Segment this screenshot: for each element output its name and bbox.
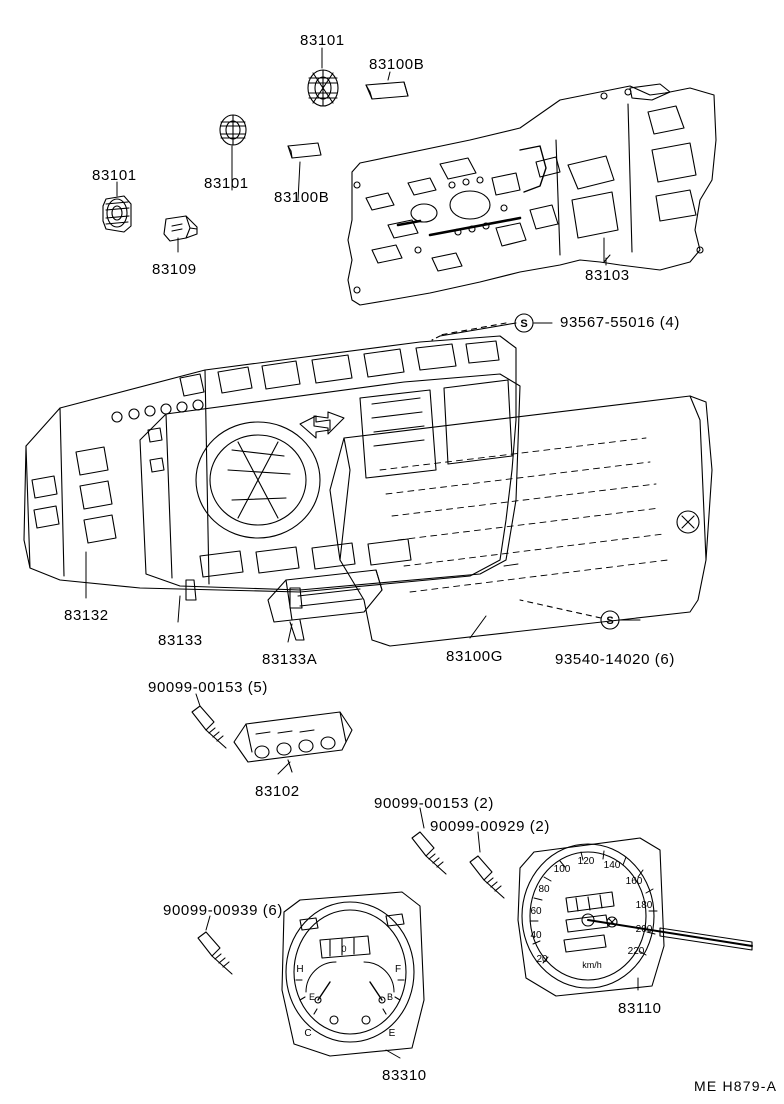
part-83103-circuit-board bbox=[348, 84, 716, 305]
label-83100B-mid: 83100B bbox=[274, 189, 330, 206]
svg-text:F: F bbox=[394, 964, 402, 975]
label-83310: 83310 bbox=[382, 1067, 427, 1084]
label-93540-14020: 93540-14020 (6) bbox=[555, 651, 675, 668]
svg-text:200: 200 bbox=[635, 924, 653, 935]
label-90099-00929-2: 90099-00929 (2) bbox=[430, 818, 550, 835]
svg-text:km/h: km/h bbox=[582, 960, 602, 970]
label-83109: 83109 bbox=[152, 261, 197, 278]
screw-90099-00153-5 bbox=[192, 706, 226, 748]
svg-text:B: B bbox=[386, 992, 394, 1002]
svg-text:60: 60 bbox=[530, 906, 542, 917]
label-83102: 83102 bbox=[255, 783, 300, 800]
label-93567-55016: 93567-55016 (4) bbox=[560, 314, 680, 331]
svg-text:40: 40 bbox=[530, 930, 542, 941]
part-83100B-top bbox=[366, 82, 408, 99]
svg-text:160: 160 bbox=[625, 876, 643, 887]
label-90099-00153-5: 90099-00153 (5) bbox=[148, 679, 268, 696]
label-83101-left: 83101 bbox=[92, 167, 137, 184]
part-83109-bulb bbox=[164, 216, 197, 241]
screw-90099-00153-2 bbox=[412, 832, 446, 874]
label-83101-mid: 83101 bbox=[204, 175, 249, 192]
part-83132-housing bbox=[24, 336, 516, 592]
svg-text:100: 100 bbox=[553, 864, 571, 875]
svg-text:H: H bbox=[296, 964, 304, 975]
svg-text:80: 80 bbox=[538, 884, 550, 895]
label-90099-00939-6: 90099-00939 (6) bbox=[163, 902, 283, 919]
svg-text:0: 0 bbox=[341, 944, 347, 954]
label-83110: 83110 bbox=[618, 1000, 662, 1017]
svg-text:220: 220 bbox=[627, 946, 645, 957]
part-83110-speedometer bbox=[518, 838, 752, 996]
label-83101-top: 83101 bbox=[300, 32, 345, 49]
svg-text:C: C bbox=[304, 1028, 312, 1039]
part-83100B-mid bbox=[288, 143, 321, 158]
svg-text:180: 180 bbox=[635, 900, 653, 911]
label-83100G: 83100G bbox=[446, 648, 503, 665]
svg-text:S: S bbox=[606, 615, 614, 627]
part-83101-left bbox=[103, 196, 131, 232]
svg-text:E: E bbox=[308, 992, 316, 1002]
diagram-footer-code: ME H879-A bbox=[694, 1078, 778, 1094]
svg-text:20: 20 bbox=[536, 954, 548, 965]
part-83101-top bbox=[308, 70, 338, 106]
label-83103: 83103 bbox=[585, 267, 630, 284]
svg-text:S: S bbox=[520, 318, 528, 330]
label-90099-00153-2: 90099-00153 (2) bbox=[374, 795, 494, 812]
label-83100B-top: 83100B bbox=[369, 56, 425, 73]
screw-90099-00929-2 bbox=[470, 856, 504, 898]
part-83102-strip bbox=[234, 712, 352, 772]
label-83132: 83132 bbox=[64, 607, 109, 624]
part-83101-mid bbox=[220, 115, 246, 145]
svg-text:120: 120 bbox=[577, 856, 595, 867]
svg-text:140: 140 bbox=[603, 860, 621, 871]
screw-90099-00939-6 bbox=[198, 932, 232, 974]
svg-text:E: E bbox=[388, 1028, 396, 1039]
part-83100G-lens bbox=[330, 396, 712, 646]
label-83133: 83133 bbox=[158, 632, 203, 649]
label-83133A: 83133A bbox=[262, 651, 318, 668]
